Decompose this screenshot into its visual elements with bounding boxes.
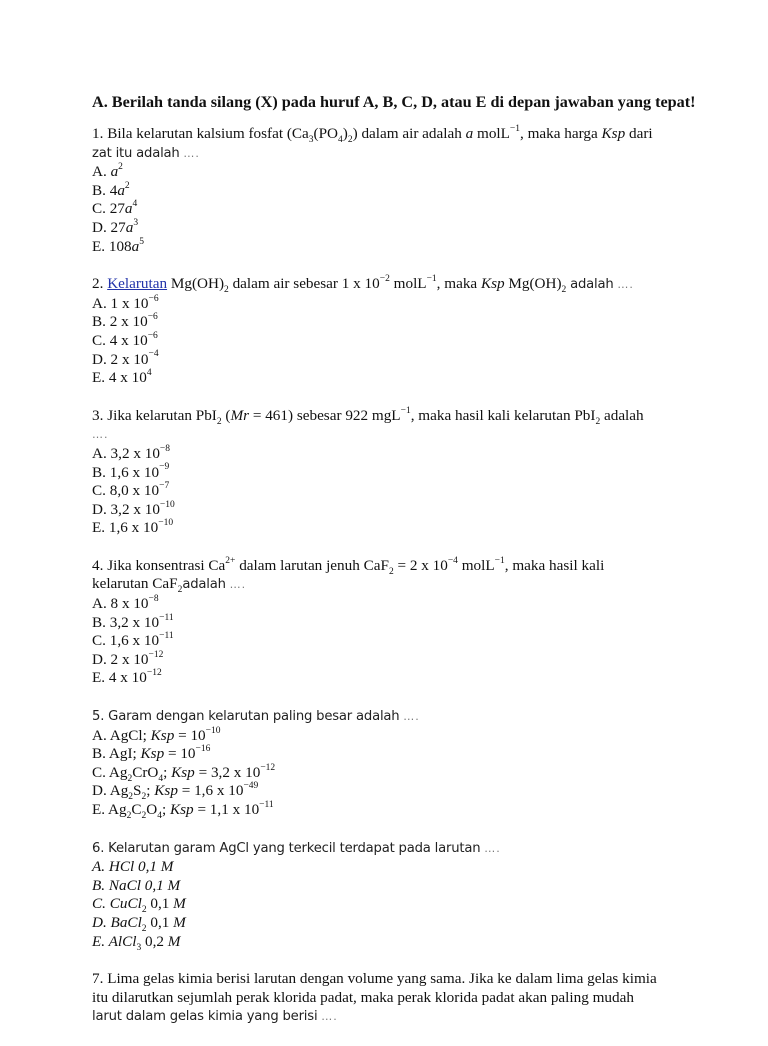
answer-option-e: E. AlCl$_3$ 0,2 M <box>92 932 181 953</box>
answer-option-b: B. 2 x $10^{-6}$ <box>92 312 158 331</box>
question-stem: 4. Jika konsentrasi $Ca^{2+}$ dalam larutan jenuh CaF$_2$ = 2 x $10^{-4}$ molL$^{-1}$, maka hasil kali kelarutan CaF$_2$adalah …. <box>92 555 605 596</box>
answer-option-a: A. 1 x $10^{-6}$ <box>92 293 159 312</box>
question-stem: 1. Bila kelarutan kalsium fosfat $(Ca_3(PO_4)_2)$ dalam air adalah a molL$^{-1}$, maka harga Ksp dari zat itu adalah …. <box>92 123 653 161</box>
answer-option-b: B. $4a^2$ <box>92 180 130 199</box>
question-2 <box>92 275 692 388</box>
kelarutan-link[interactable]: Kelarutan <box>107 275 168 293</box>
answer-option-b: B. 1,6 x $10^{-9}$ <box>92 462 170 481</box>
question-stem: 2. Kelarutan $Mg(OH)_2$ dalam air sebesar 1 x $10^{-2}$ molL$^{-1}$, maka Ksp $Mg(OH)_2$ adalah …. <box>92 274 634 296</box>
question-1 <box>92 125 692 256</box>
answer-option-b: B. AgI; Ksp = $10^{-16}$ <box>92 744 211 763</box>
answer-option-c: C. $27a^4$ <box>92 199 138 218</box>
answer-option-b: B. NaCl 0,1 M <box>92 876 181 894</box>
document-page <box>92 92 696 1046</box>
answer-option-e: E. $108a^5$ <box>92 236 144 255</box>
answer-option-d: D. 3,2 x $10^{-10}$ <box>92 499 175 518</box>
answer-option-a: A. 8 x $10^{-8}$ <box>92 594 159 613</box>
answer-option-a: A. 3,2 x $10^{-8}$ <box>92 443 171 462</box>
question-5 <box>92 707 692 820</box>
answer-option-d: D. 2 x $10^{-12}$ <box>92 649 164 668</box>
question-3 <box>92 407 692 538</box>
answer-option-c: C. $Ag_2CrO_4$; Ksp = 3,2 x $10^{-12}$ <box>92 762 276 784</box>
answer-option-a: A. HCl 0,1 M <box>92 858 174 876</box>
question-7 <box>92 970 692 1027</box>
answer-option-e: E. $Ag_2C_2O_4$; Ksp = 1,1 x $10^{-11}$ <box>92 799 274 822</box>
question-stem: 6. Kelarutan garam AgCl yang terkecil terdapat pada larutan …. <box>92 840 501 856</box>
answer-option-c: C. 8,0 x $10^{-7}$ <box>92 481 170 500</box>
question-4 <box>92 557 692 688</box>
question-6 <box>92 839 692 952</box>
answer-option-a: A. AgCl; Ksp = $10^{-10}$ <box>92 725 221 744</box>
question-list <box>92 125 692 1027</box>
answer-option-c: C. 1,6 x $10^{-11}$ <box>92 631 174 650</box>
question-stem: 5. Garam dengan kelarutan paling besar adalah …. <box>92 709 420 725</box>
answer-option-e: E. 4 x $10^4$ <box>92 368 152 387</box>
answer-option-e: E. 1,6 x $10^{-10}$ <box>92 518 174 537</box>
answer-option-a: A. $a^2$ <box>92 162 123 181</box>
answer-option-c: C. CuCl$_2$ 0,1 M <box>92 895 186 916</box>
question-stem: 7. Lima gelas kimia berisi larutan dengan volume yang sama. Jika ke dalam lima gelas kimia itu dilarutkan sejumlah perak klorida padat, maka perak klorida padat akan paling mudah larut dalam gelas kimia yang berisi …. <box>92 970 657 1025</box>
instructions-heading: A. Berilah tanda silang (X) pada huruf A, B, C, D, atau E di depan jawaban yang tepat! <box>92 93 696 111</box>
answer-option-d: D. BaCl$_2$ 0,1 M <box>92 913 186 934</box>
answer-option-e: E. 4 x $10^{-12}$ <box>92 668 162 687</box>
question-stem: 3. Jika kelarutan PbI$_2$ (Mr = 461) sebesar 922 mgL$^{-1}$, maka hasil kali kelarutan PbI$_2$ adalah …. <box>92 405 644 442</box>
answer-option-b: B. 3,2 x $10^{-11}$ <box>92 612 174 631</box>
answer-option-d: D. $Ag_2S_2$; Ksp = 1,6 x $10^{-49}$ <box>92 781 259 803</box>
answer-option-d: D. 2 x $10^{-4}$ <box>92 349 159 368</box>
answer-option-d: D. $27a^3$ <box>92 217 139 236</box>
answer-option-c: C. 4 x $10^{-6}$ <box>92 330 158 349</box>
